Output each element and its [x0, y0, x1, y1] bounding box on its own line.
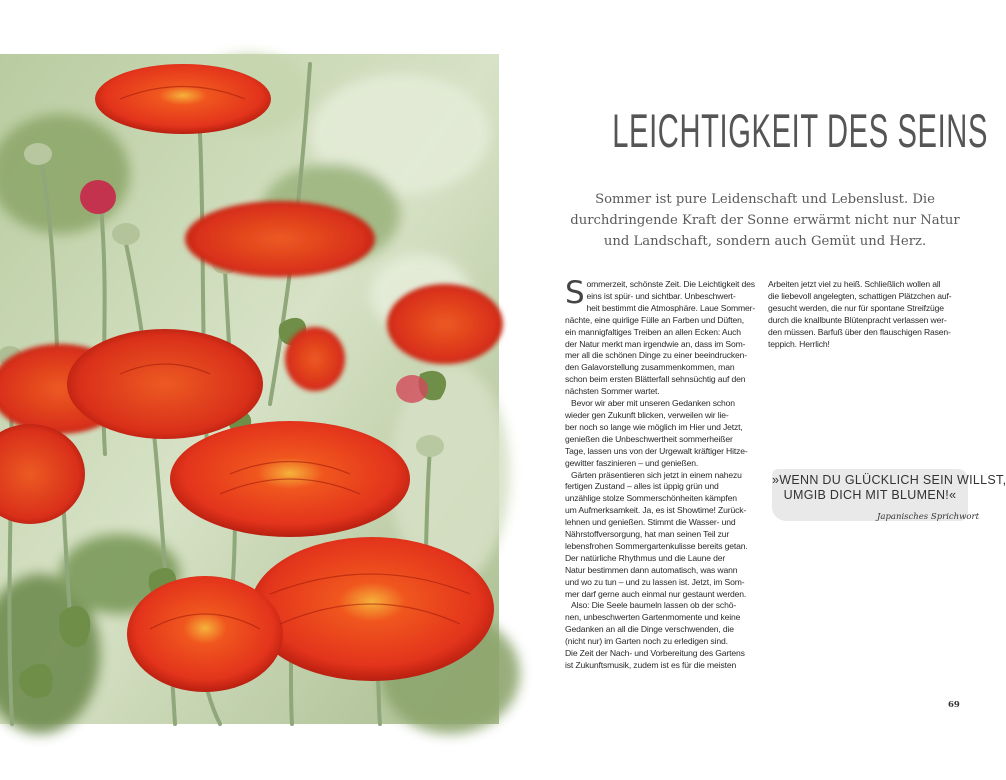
text-line: um Aufmerksamkeit. Ja, es ist Showtime! Zurück-: [565, 505, 747, 516]
text-line: Gärten präsentieren sich jetzt in einem nahezu: [571, 469, 742, 480]
text-line: mer all die schönen Dinge zu einer beeindrucken-: [565, 350, 747, 361]
intro-line: Sommer ist pure Leidenschaft und Lebenslust. Die: [595, 192, 935, 207]
text-line: ber noch so lange wie möglich im Hier und Jetzt,: [565, 421, 743, 432]
text-line: ist Zukunftsmusik, zudem ist es für die meisten: [565, 660, 737, 670]
text-line: den Galavorstellung zusammenkommen, man: [565, 362, 735, 373]
intro-line: und Landschaft, sondern auch Gemüt und Herz.: [603, 234, 927, 249]
text-line: Tage, lassen uns von der Urgewalt kräftiger Hitze-: [565, 445, 748, 456]
text-line: ommerzeit, schönste Zeit. Die Leichtigkeit des: [586, 279, 755, 289]
text-line: eins ist spür- und sichtbar. Unbeschwert-: [586, 290, 736, 301]
text-line: unzählige stolze Sommerschönheiten kämpfen: [565, 493, 737, 504]
intro-line: durchdringende Kraft der Sonne erwärmt nicht nur Natur: [570, 213, 960, 228]
text-line: wieder gen Zukunft blicken, verweilen wir lie-: [565, 409, 729, 420]
text-line: der Natur merkt man irgendwie an, dass im Som-: [565, 338, 746, 349]
body-paragraph: [565, 398, 770, 469]
text-line: nächsten Sommer wartet.: [565, 386, 660, 397]
text-line: Gedanken an all die Dinge verschwenden, die: [565, 624, 734, 635]
text-line: ein mannigfaltiges Treiben an allen Ecken: Auch: [565, 326, 741, 337]
text-line: gesucht werden, die nur für spontane Streifzüge: [768, 302, 944, 313]
quote-line-1: »WENN DU GLÜCKLICH SEIN WILLST,: [772, 473, 1006, 487]
quote-source: Japanisches Sprichwort: [877, 512, 980, 522]
body-paragraph: [565, 470, 770, 601]
body-paragraph: [768, 279, 973, 350]
text-line: (nicht nur) im Garten noch zu erledigen sind.: [565, 636, 728, 647]
page-number: 69: [948, 700, 960, 710]
text-line: und wo zu tun – und zu lassen ist. Jetzt, im Som-: [565, 576, 745, 587]
text-line: gewitter faszinieren – und genießen.: [565, 457, 699, 468]
drop-cap: S: [565, 275, 585, 311]
text-line: Nährstoffversorgung, hat man seinen Teil zur: [565, 529, 730, 540]
text-line: nächte, eine quirlige Fülle an Farben und Düften,: [565, 314, 744, 325]
body-paragraph: [565, 600, 770, 671]
text-line: die liebevoll angelegten, schattigen Plätzchen auf-: [768, 290, 952, 301]
text-line: den müssen. Barfuß über den flauschigen Rasen-: [768, 326, 951, 337]
body-paragraph: [565, 275, 770, 398]
text-line: teppich. Herrlich!: [768, 338, 830, 349]
text-line: fertigen Zustand – alles ist üppig grün und: [565, 481, 719, 492]
text-line: Arbeiten jetzt viel zu heiß. Schließlich wollen all: [768, 279, 941, 289]
text-line: nen, unbeschwerten Gartenmomente und keine: [565, 612, 741, 623]
quote-line-2: UMGIB DICH MIT BLUMEN!«: [783, 488, 957, 502]
text-line: genießen die Unbeschwertheit sommerheißer: [565, 433, 733, 444]
text-line: Der natürliche Rhythmus und die Laune der: [565, 552, 726, 563]
text-line: Natur bestimmen dann automatisch, was wann: [565, 564, 738, 575]
text-line: lehnen und genießen. Stimmt die Wasser- und: [565, 517, 736, 528]
dahlia-illustration: [0, 54, 499, 724]
dahlia-photo: [0, 54, 499, 724]
text-line: heit bestimmt die Atmosphäre. Laue Sommer-: [586, 302, 756, 313]
text-line: Die Zeit der Nach- und Vorbereitung des Gartens: [565, 648, 745, 659]
body-column-right: [768, 279, 973, 350]
body-column-left: [565, 275, 770, 672]
text-line: lebensfrohen Sommergartenkulisse bereits getan.: [565, 540, 748, 551]
text-line: Bevor wir aber mit unseren Gedanken schon: [571, 398, 735, 409]
text-line: mer darf gerne auch einmal nur gestaunt werden.: [565, 588, 747, 599]
text-line: schon beim ersten Blätterfall sehnsüchtig auf den: [565, 374, 746, 385]
page-title: LEICHTIGKEIT DES SEINS: [612, 104, 989, 157]
text-line: durch die knallbunte Blütenpracht verlassen wer-: [768, 314, 947, 325]
intro-paragraph: [566, 189, 964, 252]
text-line: Also: Die Seele baumeln lassen ob der schö-: [571, 600, 737, 611]
